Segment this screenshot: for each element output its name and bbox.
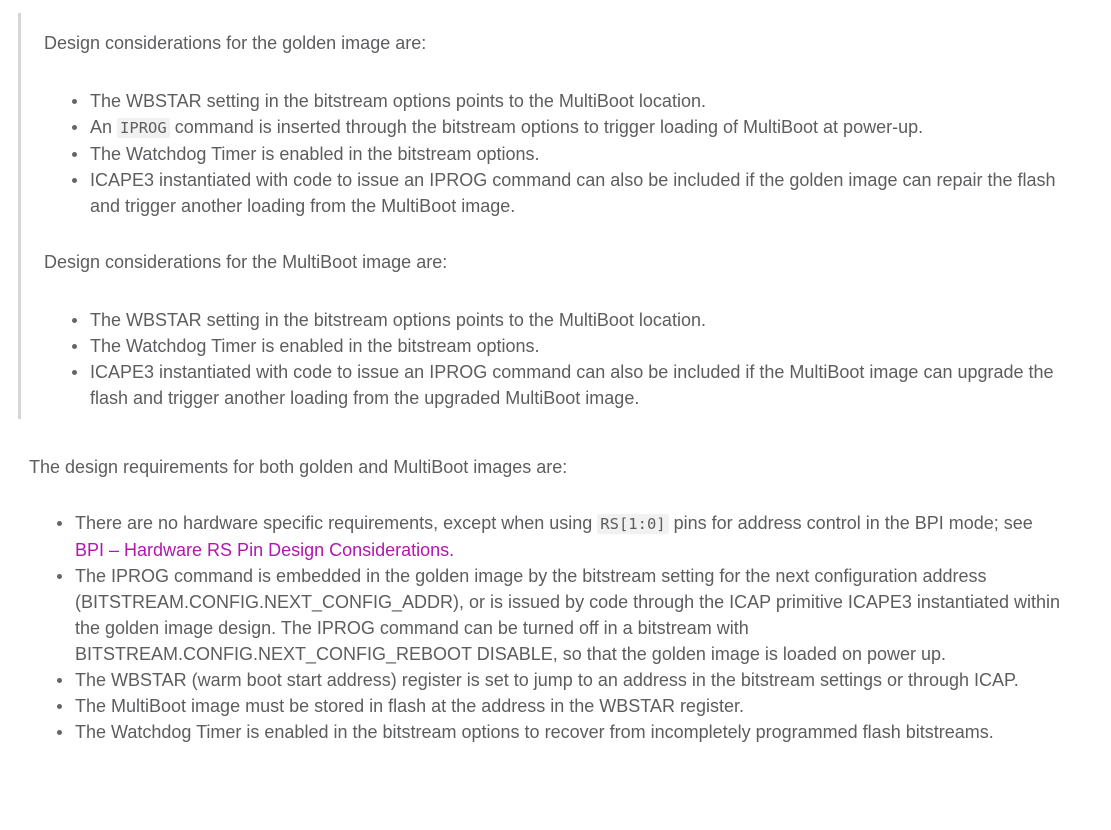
list-item xyxy=(44,114,1066,141)
text-run: ICAPE3 instantiated with code to issue an IPROG command can also be included if the golden image can repair the flash and trigger another loading from the MultiBoot image. xyxy=(90,170,1056,216)
text-run: An xyxy=(90,117,118,137)
design-requirements-section xyxy=(29,454,1061,745)
golden-image-intro-paragraph: Design considerations for the golden image are: xyxy=(44,33,427,53)
text-run: There are no hardware specific requirements, except when using xyxy=(75,513,598,533)
golden-image-considerations-list xyxy=(44,88,1066,219)
text-run: ICAPE3 instantiated with code to issue an IPROG command can also be included if the MultiBoot image can upgrade the flash and trigger another loading from the upgraded MultiBoot image. xyxy=(90,362,1054,408)
list-item xyxy=(44,141,1066,167)
bullet-icon xyxy=(72,370,77,375)
design-requirements-list xyxy=(29,510,1061,745)
text-run: The Watchdog Timer is enabled in the bitstream options to recover from incompletely programmed flash bitstreams. xyxy=(75,722,994,742)
multiboot-image-considerations-list xyxy=(44,307,1066,411)
list-item xyxy=(29,510,1061,563)
text-run: The WBSTAR setting in the bitstream options points to the MultiBoot location. xyxy=(90,91,706,111)
text-run: The Watchdog Timer is enabled in the bitstream options. xyxy=(90,336,540,356)
bullet-icon xyxy=(72,318,77,323)
inline-code: IPROG xyxy=(117,118,170,138)
list-item xyxy=(29,667,1061,693)
list-item xyxy=(44,307,1066,333)
multiboot-image-intro-paragraph: Design considerations for the MultiBoot image are: xyxy=(44,252,448,272)
text-run: The WBSTAR (warm boot start address) register is set to jump to an address in the bitstream settings or through ICAP. xyxy=(75,670,1019,690)
list-item xyxy=(44,333,1066,359)
bullet-icon xyxy=(57,574,62,579)
text-run: command is inserted through the bitstream options to trigger loading of MultiBoot at power-up. xyxy=(169,117,924,137)
bullet-icon xyxy=(57,704,62,709)
text-run: The WBSTAR setting in the bitstream options points to the MultiBoot location. xyxy=(90,310,706,330)
list-item xyxy=(29,693,1061,719)
design-considerations-blockquote xyxy=(18,13,1066,419)
bullet-icon xyxy=(72,152,77,157)
text-run: pins for address control in the BPI mode; see xyxy=(668,513,1033,533)
text-run: The Watchdog Timer is enabled in the bitstream options. xyxy=(90,144,540,164)
text-run: The IPROG command is embedded in the golden image by the bitstream setting for the next configuration address (BITSTREAM.CONFIG.NEXT_CONFIG_ADDR), or is issued by code through the ICAP primitive ICAPE3 instantiated within the golden image design. The IPROG command can be turned off in a bitstream with BITSTREAM.CONFIG.NEXT_CONFIG_REBOOT DISABLE, so that the golden image is loaded on power up. xyxy=(75,566,1060,664)
bullet-icon xyxy=(72,344,77,349)
bullet-icon xyxy=(57,730,62,735)
design-requirements-intro-paragraph: The design requirements for both golden and MultiBoot images are: xyxy=(29,457,568,477)
text-run: The MultiBoot image must be stored in flash at the address in the WBSTAR register. xyxy=(75,696,744,716)
bullet-icon xyxy=(72,178,77,183)
list-item xyxy=(29,719,1061,745)
list-item xyxy=(44,88,1066,114)
inline-code: RS[1:0] xyxy=(597,514,668,534)
list-item xyxy=(44,359,1066,411)
list-item xyxy=(44,167,1066,219)
bullet-icon xyxy=(57,678,62,683)
bullet-icon xyxy=(57,521,62,526)
list-item xyxy=(29,563,1061,667)
bullet-icon xyxy=(72,99,77,104)
bullet-icon xyxy=(72,125,77,130)
link-bpi-hardware-rs-pin-design-considerations[interactable]: BPI – Hardware RS Pin Design Considerations. xyxy=(75,540,455,560)
